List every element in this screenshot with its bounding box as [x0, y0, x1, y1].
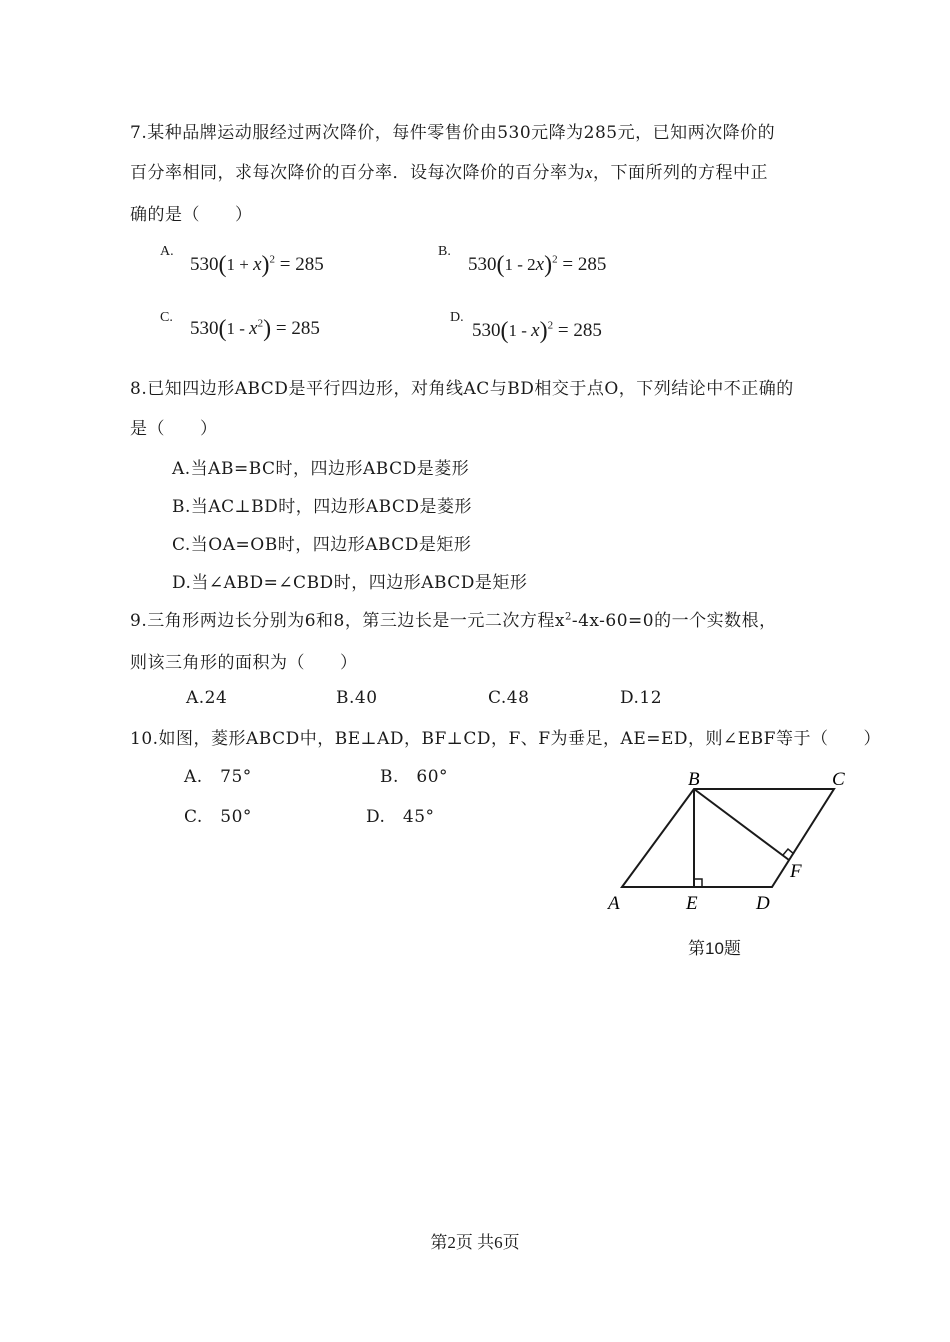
q7-option-c-letter: C.: [160, 310, 173, 325]
rhombus-diagram: [600, 765, 870, 925]
q7-line-2: [130, 158, 768, 183]
q9-option-d: D.12: [620, 688, 663, 708]
q7-line-1: 7.某种品牌运动服经过两次降价，每件零售价由530元降为285元，已知两次降价的: [130, 123, 776, 143]
q10-line-1: 10.如图，菱形ABCD中，BE⊥AD，BF⊥CD，F、F为垂足，AE=ED，则∠EBF等于（ ）: [130, 729, 881, 749]
point-label-b: B: [688, 769, 700, 790]
q10-option-a: A. 75°: [184, 767, 252, 787]
q7-variable: x: [585, 163, 594, 182]
point-label-f: F: [790, 861, 802, 882]
q9-line-2: 则该三角形的面积为（ ）: [130, 653, 358, 673]
q8-line-2: 是（ ）: [130, 419, 218, 439]
q8-option-b: B.当AC⊥BD时，四边形ABCD是菱形: [172, 497, 473, 517]
segment-bf: [694, 789, 789, 860]
q10-option-c: C. 50°: [184, 807, 252, 827]
q10-figure: [600, 765, 870, 929]
q10-option-b: B. 60°: [380, 767, 449, 787]
rhombus-abcd: [622, 789, 834, 887]
point-label-c: C: [832, 769, 845, 790]
point-label-a: A: [608, 893, 620, 914]
point-label-d: D: [756, 893, 770, 914]
right-angle-mark-e: [694, 879, 702, 887]
q8-option-c: C.当OA=OB时，四边形ABCD是矩形: [172, 535, 472, 555]
q7-line-2-post: ，下面所列的方程中正: [593, 163, 769, 183]
page-footer: 第2页 共6页: [430, 1233, 520, 1252]
q7-option-b-letter: B.: [438, 244, 451, 259]
q9-option-a: A.24: [186, 688, 228, 708]
q9-option-b: B.40: [336, 688, 378, 708]
q7-line-2-pre: 百分率相同，求每次降价的百分率．设每次降价的百分率为: [130, 163, 585, 183]
q8-line-1: 8.已知四边形ABCD是平行四边形，对角线AC与BD相交于点O，下列结论中不正确的: [130, 379, 794, 399]
q9-line-1: 9.三角形两边长分别为6和8，第三边长是一元二次方程$x^2-4x-60=0$的一个实数根，: [130, 611, 777, 631]
q7-line-3: 确的是（ ）: [130, 205, 253, 225]
point-label-e: E: [686, 893, 698, 914]
q8-option-d: D.当∠ABD=∠CBD时，四边形ABCD是矩形: [172, 573, 528, 593]
q9-option-c: C.48: [488, 688, 530, 708]
q7-option-b-formula: 530(1 - 2x)$^2$ = 285: [468, 252, 607, 278]
q7-option-c-formula: $530(1 - x^2) = 285$: [190, 316, 320, 342]
q7-option-a-formula: $530(1 + x)^2 = 285$: [190, 252, 324, 278]
q7-option-a-letter: A.: [160, 244, 174, 259]
q7-option-d-formula: 530(1 - x)$^2$ = 285: [472, 318, 602, 344]
q10-option-d: D. 45°: [366, 807, 435, 827]
q7-option-d-letter: D.: [450, 310, 464, 325]
q8-option-a: A.当AB=BC时，四边形ABCD是菱形: [172, 459, 470, 479]
q10-figure-caption: 第10题: [688, 939, 741, 958]
